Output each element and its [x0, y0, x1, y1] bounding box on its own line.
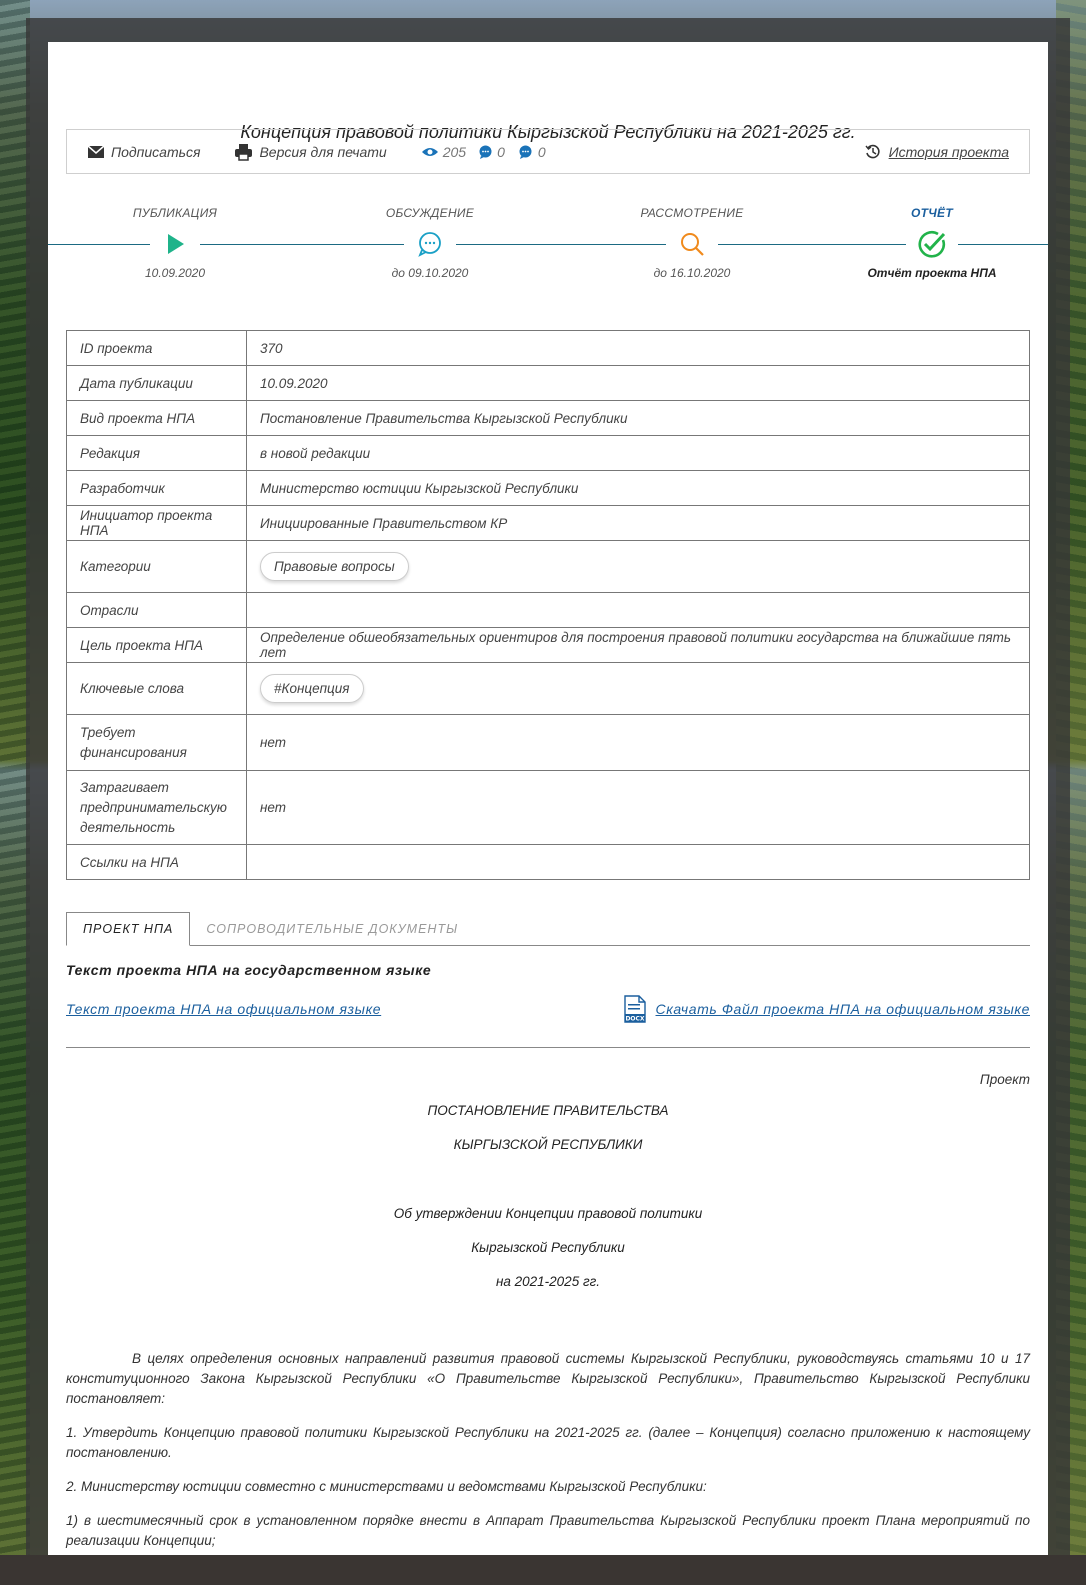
info-value: Инициированные Правительством КР [247, 506, 1030, 541]
info-key: Инициатор проекта НПА [67, 506, 247, 541]
info-value: Министерство юстиции Кыргызской Республики [247, 471, 1030, 506]
info-value: в новой редакции [247, 436, 1030, 471]
info-key: Ссылки на НПА [67, 845, 247, 880]
info-value: нет [247, 715, 1030, 771]
table-row [67, 331, 1030, 366]
info-value: Определение обшеобязательных ориентиров для построения правовой политики государства на ближайшие пять лет [247, 628, 1030, 663]
doc-paragraph: 1) в шестимесячный срок в установленном порядке внести в Аппарат Правительства Кыргызской Республики проект Плана мероприятий по реализации Концепции; [66, 1513, 1030, 1548]
info-key: Вид проекта НПА [67, 401, 247, 436]
download-wrap [624, 995, 1030, 1023]
table-row [67, 628, 1030, 663]
doc-paragraph: 2. Министерству юстиции совместно с министерствами и ведомствами Кыргызской Республики: [66, 1479, 707, 1494]
doc-subject-line: на 2021-2025 гг. [495, 1274, 601, 1289]
stage-label: ОБСУЖДЕНИЕ [385, 206, 475, 220]
info-key: Редакция [67, 436, 247, 471]
stage-label: ПУБЛИКАЦИЯ [132, 206, 218, 220]
doc-links [66, 992, 1030, 1026]
check-circle-icon [917, 229, 947, 259]
info-value: нет [247, 771, 1030, 845]
printer-icon [234, 143, 253, 161]
table-row [67, 366, 1030, 401]
info-value: Постановление Правительства Кыргызской Республики [247, 401, 1030, 436]
file-badge-text: DOCX [624, 1015, 645, 1023]
stage-date: до 16.10.2020 [653, 266, 731, 280]
info-value-cell [247, 663, 1030, 715]
info-value: 10.09.2020 [247, 366, 1030, 401]
category-chip[interactable]: Правовые вопросы [260, 552, 409, 581]
info-value-cell [247, 541, 1030, 593]
divider [66, 1047, 1030, 1048]
info-key-line: Затрагивает [80, 779, 169, 795]
tab-accompanying-docs[interactable]: СОПРОВОДИТЕЛЬНЫЕ ДОКУМЕНТЫ [206, 922, 459, 936]
stage-date: Отчёт проекта НПА [867, 266, 997, 280]
docx-file-icon [624, 995, 646, 1023]
info-key: Категории [67, 541, 247, 593]
stage-label: РАССМОТРЕНИЕ [640, 206, 744, 220]
table-row [67, 845, 1030, 880]
doc-subject-line: Об утверждении Концепции правовой политики [393, 1206, 703, 1221]
doc-heading: Текст проекта НПА на государственном языке [66, 962, 432, 978]
history-link-wrap [865, 144, 1009, 160]
stats-counters [421, 144, 558, 160]
stage-date: до 09.10.2020 [391, 266, 469, 280]
doc-subject-line: Кыргызской Республики [471, 1240, 625, 1255]
keyword-chip[interactable]: #Концепция [260, 674, 364, 703]
eye-icon [421, 146, 439, 158]
stage-discussion[interactable] [340, 206, 520, 280]
table-row [67, 715, 1030, 771]
info-value: 370 [247, 331, 1030, 366]
comments-icon [517, 145, 534, 159]
info-value [247, 845, 1030, 880]
doc-title-line: ПОСТАНОВЛЕНИЕ ПРАВИТЕЛЬСТВА [427, 1103, 669, 1118]
info-key: Отрасли [67, 593, 247, 628]
bottom-bar [0, 1555, 1086, 1585]
history-link[interactable]: История проекта [888, 143, 1009, 160]
info-key [67, 771, 247, 845]
project-toolbar [66, 129, 1030, 174]
document-body [66, 1072, 1030, 1551]
info-key: Дата публикации [67, 366, 247, 401]
doc-title-line: КЫРГЫЗСКОЙ РЕСПУБЛИКИ [453, 1137, 643, 1152]
play-icon [163, 232, 187, 256]
print-button[interactable] [234, 143, 386, 161]
doc-paragraph: 1. Утвердить Концепцию правовой политики Кыргызской Республики на 2021-2025 гг. (далее – Концепция) согласно приложению к настоящему постановлению. [66, 1425, 1030, 1460]
info-key: Разработчик [67, 471, 247, 506]
project-timeline [48, 202, 1048, 292]
subscribe-button[interactable] [87, 144, 200, 160]
stage-date: 10.09.2020 [144, 266, 206, 280]
page-title: Концепция правовой политики Кыргызской Республики на 2021-2025 гг. [240, 122, 856, 142]
stage-publication[interactable] [85, 206, 265, 280]
info-key-line: Требует [80, 724, 136, 740]
project-info-table [66, 330, 1030, 880]
info-value [247, 593, 1030, 628]
subscribe-label: Подписаться [111, 143, 201, 160]
table-row [67, 401, 1030, 436]
print-label: Версия для печати [259, 143, 387, 160]
project-page [48, 42, 1048, 1555]
tab-project[interactable]: ПРОЕКТ НПА [66, 912, 190, 946]
info-key-line: предпринимательскую [80, 799, 227, 815]
stage-label: ОТЧЁТ [911, 206, 953, 220]
views-count: 205 [442, 143, 467, 160]
table-row [67, 541, 1030, 593]
comments-count-b: 0 [537, 143, 546, 160]
doc-proekt-mark: Проект [979, 1072, 1030, 1087]
mail-icon [87, 145, 105, 159]
stage-report[interactable] [842, 206, 1022, 280]
search-icon [679, 231, 705, 257]
table-row [67, 663, 1030, 715]
info-key: Цель проекта НПА [67, 628, 247, 663]
info-key [67, 715, 247, 771]
comments-count-a: 0 [497, 143, 505, 160]
doc-paragraph: В целях определения основных направлений развития правовой системы Кыргызской Республики, руководствуясь статьями 10 и 17 конституционного Закона Кыргызской Республики «О Правительстве Кыргызской Республики», Правительство Кыргызской Республики постановляет: [66, 1351, 1030, 1406]
official-text-link[interactable]: Текст проекта НПА на официальном языке [66, 1001, 382, 1017]
table-row [67, 506, 1030, 541]
info-key-line: финансирования [80, 744, 187, 760]
download-link[interactable]: Скачать Файл проекта НПА на официальном языке [655, 1001, 1030, 1017]
document-tabs [66, 912, 1030, 946]
stage-review[interactable] [602, 206, 782, 280]
comment-icon [478, 145, 493, 159]
table-row [67, 771, 1030, 845]
info-key: ID проекта [67, 331, 247, 366]
table-row [67, 436, 1030, 471]
table-row [67, 471, 1030, 506]
table-row [67, 593, 1030, 628]
history-icon [865, 144, 881, 160]
info-key-line: деятельность [80, 819, 176, 835]
info-key: Ключевые слова [67, 663, 247, 715]
chat-icon [417, 231, 443, 257]
